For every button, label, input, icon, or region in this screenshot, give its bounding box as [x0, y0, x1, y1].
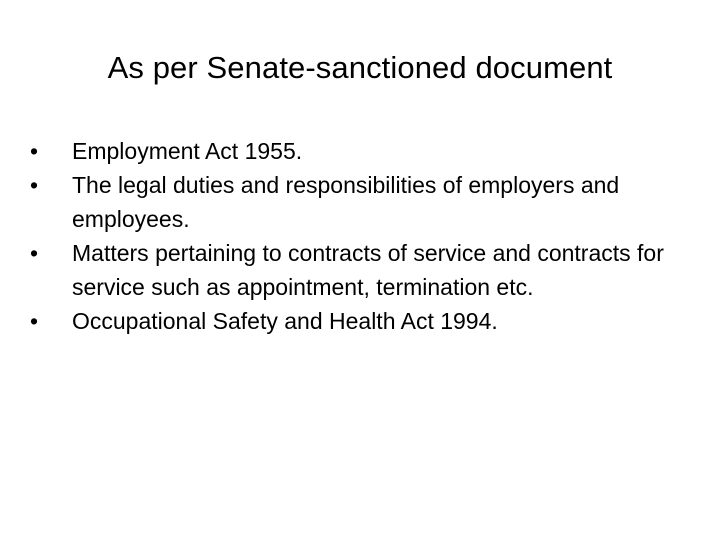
bullet-icon: •: [30, 240, 39, 266]
bullet-list: [30, 134, 690, 338]
slide-title: As per Senate-sanctioned document: [107, 50, 613, 85]
bullet-item: [30, 134, 690, 168]
bullet-text: Employment Act 1955.: [72, 138, 303, 164]
bullet-item: [30, 236, 690, 304]
bullet-icon: •: [30, 138, 39, 164]
bullet-icon: •: [30, 308, 39, 334]
bullet-text: Matters pertaining to contracts of service and contracts for service such as appointment, termination etc.: [72, 240, 664, 300]
bullet-text: Occupational Safety and Health Act 1994.: [72, 308, 498, 334]
bullet-text: The legal duties and responsibilities of employers and employees.: [72, 172, 620, 232]
bullet-item: [30, 304, 690, 338]
bullet-icon: •: [30, 172, 39, 198]
bullet-item: [30, 168, 690, 236]
